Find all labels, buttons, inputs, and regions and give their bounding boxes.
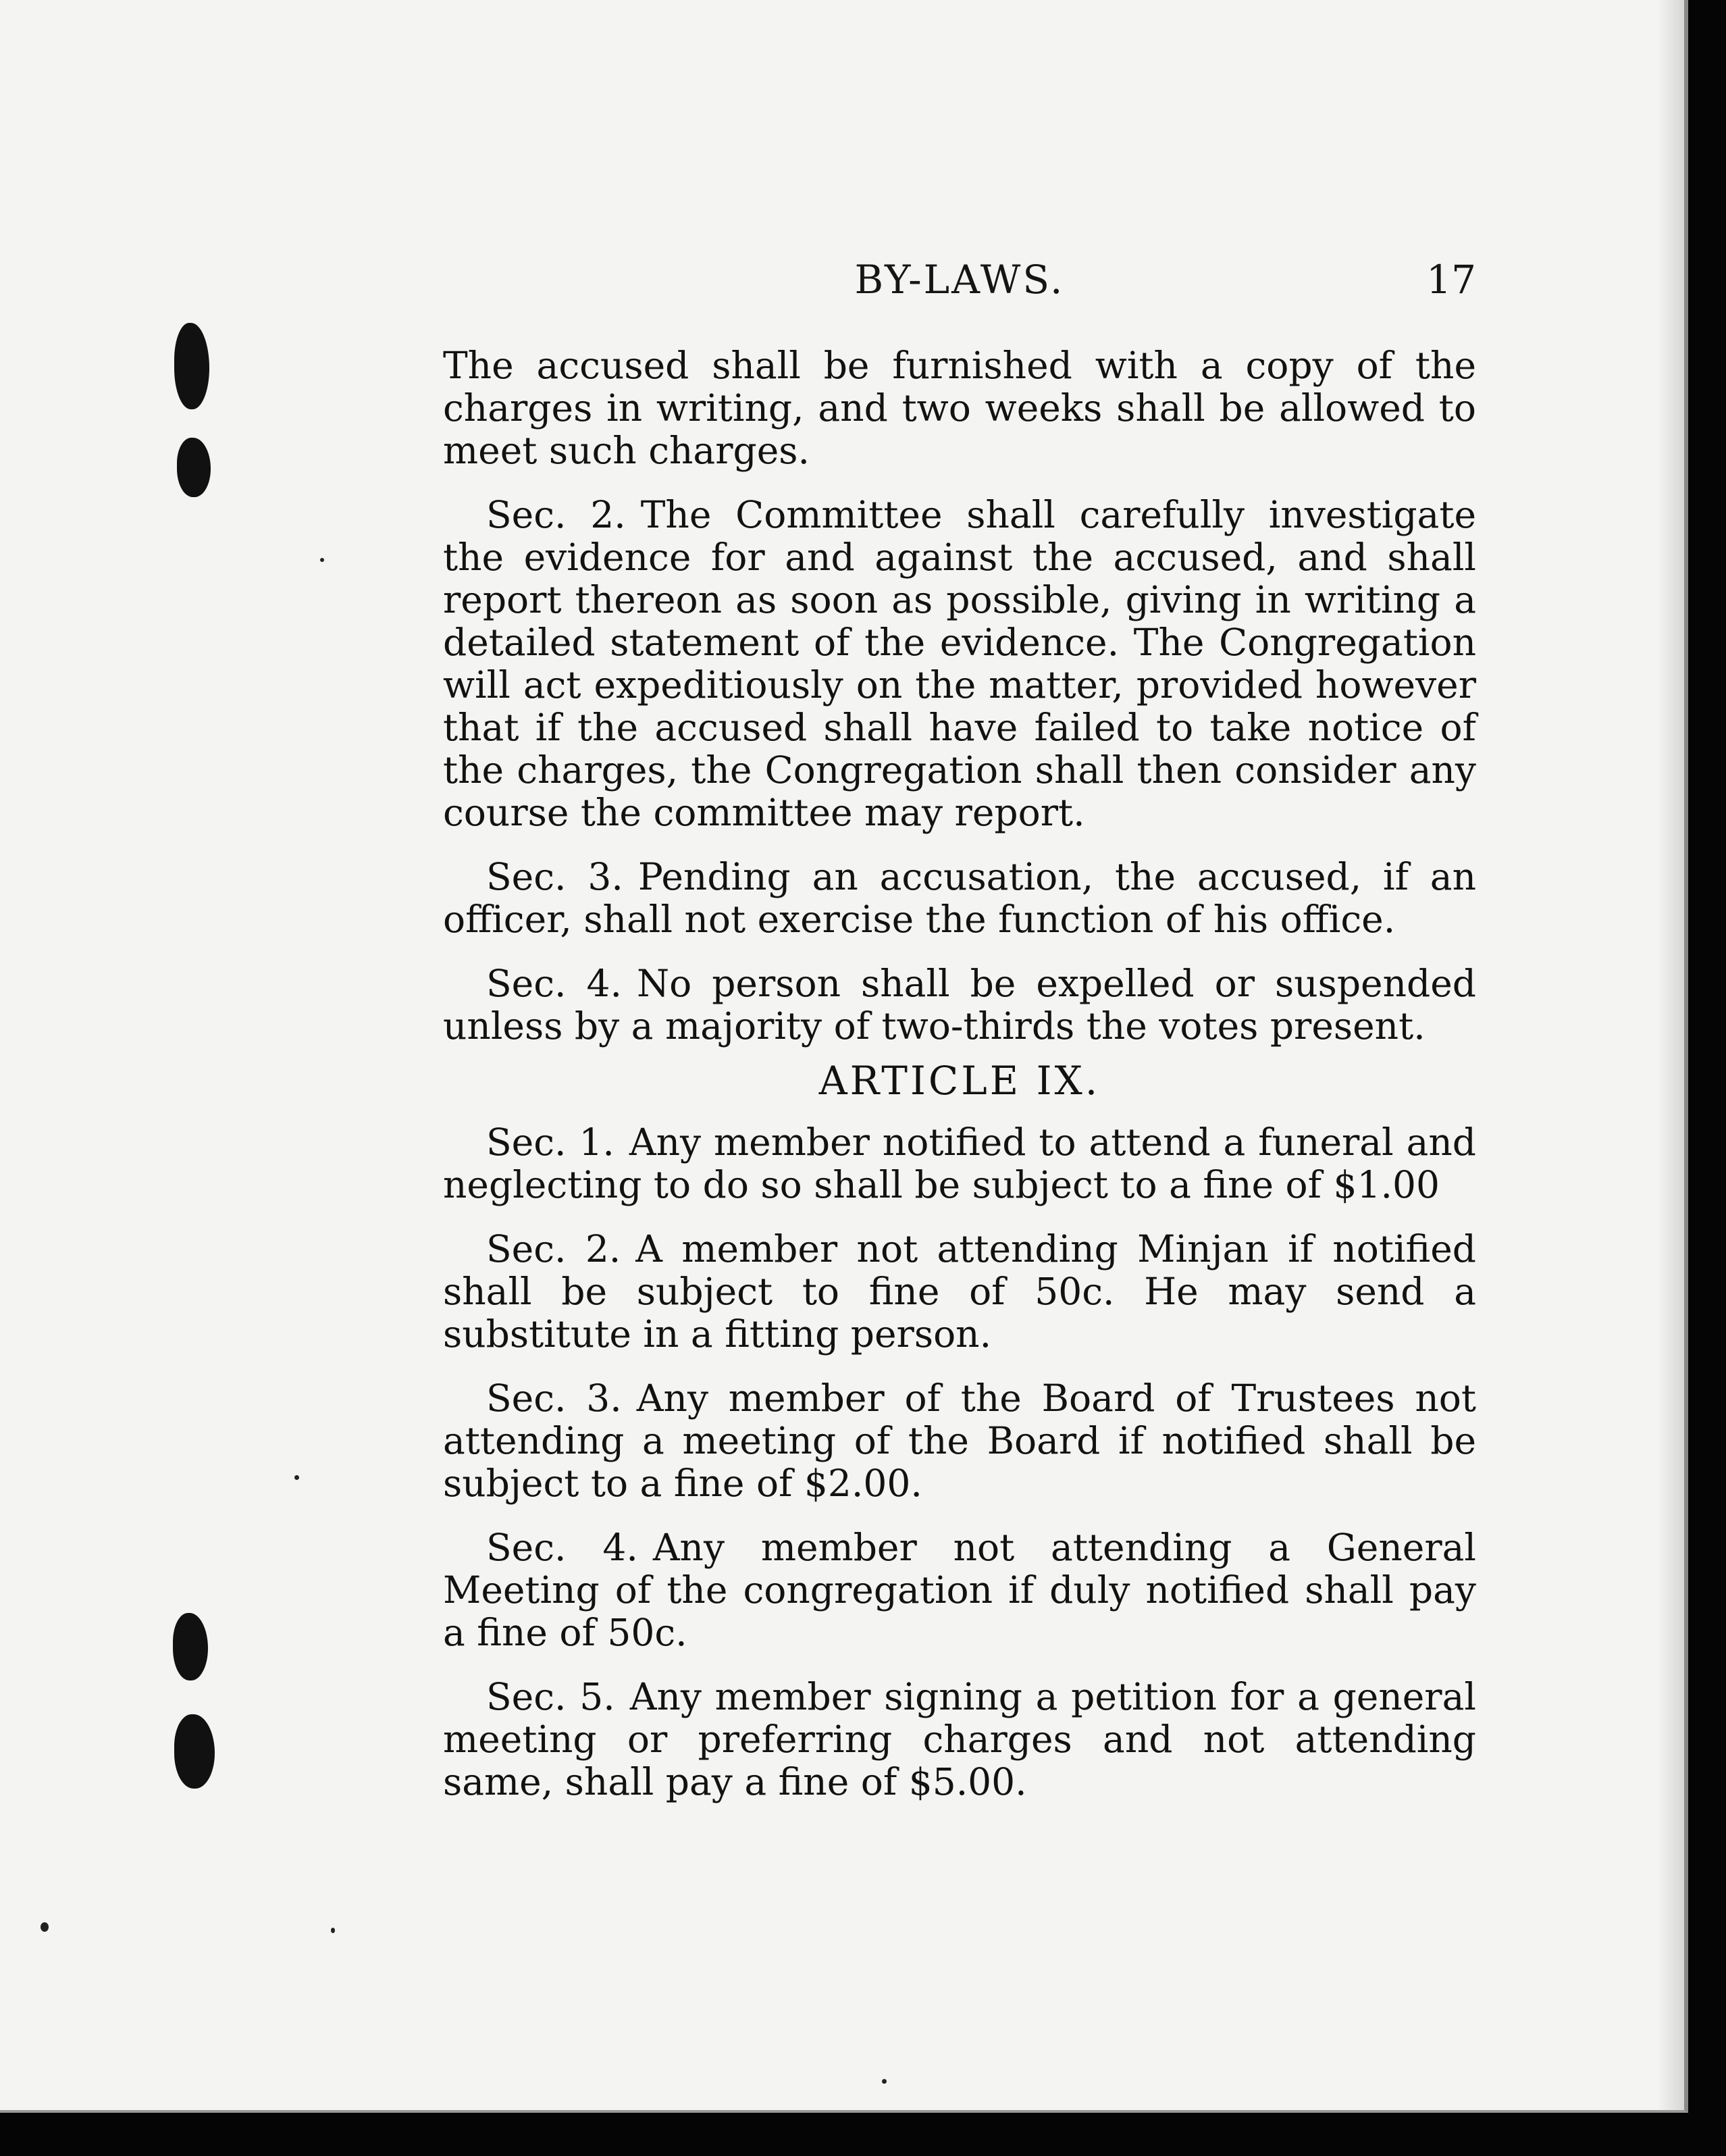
section-text: Any member of the Board of Trustees not attending a meeting of the Board if notified shall be subject to a fine of $2.00. (443, 1377, 1476, 1505)
page-body (443, 344, 1476, 1825)
section-label: Sec. 3. (486, 1377, 622, 1420)
section-text: Any member not attending a General Meeting of the congregation if duly notified shall pay a fine of 50c. (443, 1526, 1476, 1654)
binding-hole-4 (174, 1714, 215, 1789)
section-paragraph (443, 1228, 1476, 1356)
section-label: Sec. 2. (486, 1227, 621, 1270)
section-label: Sec. 5. (486, 1675, 615, 1718)
page-header (443, 257, 1476, 311)
section-label: Sec. 2. (486, 493, 626, 536)
paper-speck (882, 2079, 887, 2084)
paper-speck (331, 1928, 335, 1933)
section-text: The Committee shall carefully investigate the evidence for and against the accused, and shall report thereon as soon as possible, giving in writing a detailed statement of the evidence. The Congregation will act expeditiously on the matter, provided however that if the accused shall have failed to take notice of the charges, the Congregation shall then consider any course the committee may report. (443, 493, 1476, 834)
section-text: Pending an accusation, the accused, if an officer, shall not exercise the function of his office. (443, 855, 1476, 941)
section-text: Any member signing a petition for a general meeting or preferring charges and not attending same, shall pay a fine of $5.00. (443, 1675, 1476, 1803)
page-number: 17 (1426, 257, 1476, 303)
article-heading: ARTICLE IX. (818, 1058, 1101, 1104)
binding-hole-2 (177, 438, 211, 497)
section-paragraph (443, 962, 1476, 1048)
section-label: Sec. 3. (486, 855, 623, 898)
section-paragraph (443, 1377, 1476, 1505)
binding-hole-3 (173, 1613, 208, 1680)
paragraph-text: The accused shall be furnished with a copy of the charges in writing, and two weeks shall be allowed to meet such charges. (443, 344, 1476, 472)
section-label: Sec. 4. (486, 962, 622, 1005)
running-head: BY-LAWS. (854, 257, 1065, 303)
paper-speck (320, 558, 324, 562)
section-text: Any member notified to attend a funeral and neglecting to do so shall be subject to a fine of $1.00 (443, 1121, 1476, 1206)
section-paragraph (443, 1526, 1476, 1654)
section-paragraph (443, 1676, 1476, 1803)
section-label: Sec. 4. (486, 1526, 638, 1569)
section-paragraph (443, 1121, 1476, 1206)
section-text: A member not attending Minjan if notified shall be subject to fine of 50c. He may send a substitute in a fitting person. (443, 1227, 1476, 1356)
paragraph (443, 344, 1476, 472)
paper-speck (41, 1922, 49, 1932)
section-paragraph (443, 856, 1476, 941)
section-text: No person shall be expelled or suspended unless by a majority of two-thirds the votes present. (443, 962, 1476, 1048)
section-paragraph (443, 494, 1476, 834)
paper-speck (294, 1475, 299, 1480)
section-label: Sec. 1. (486, 1121, 614, 1164)
binding-hole-1 (174, 323, 209, 409)
